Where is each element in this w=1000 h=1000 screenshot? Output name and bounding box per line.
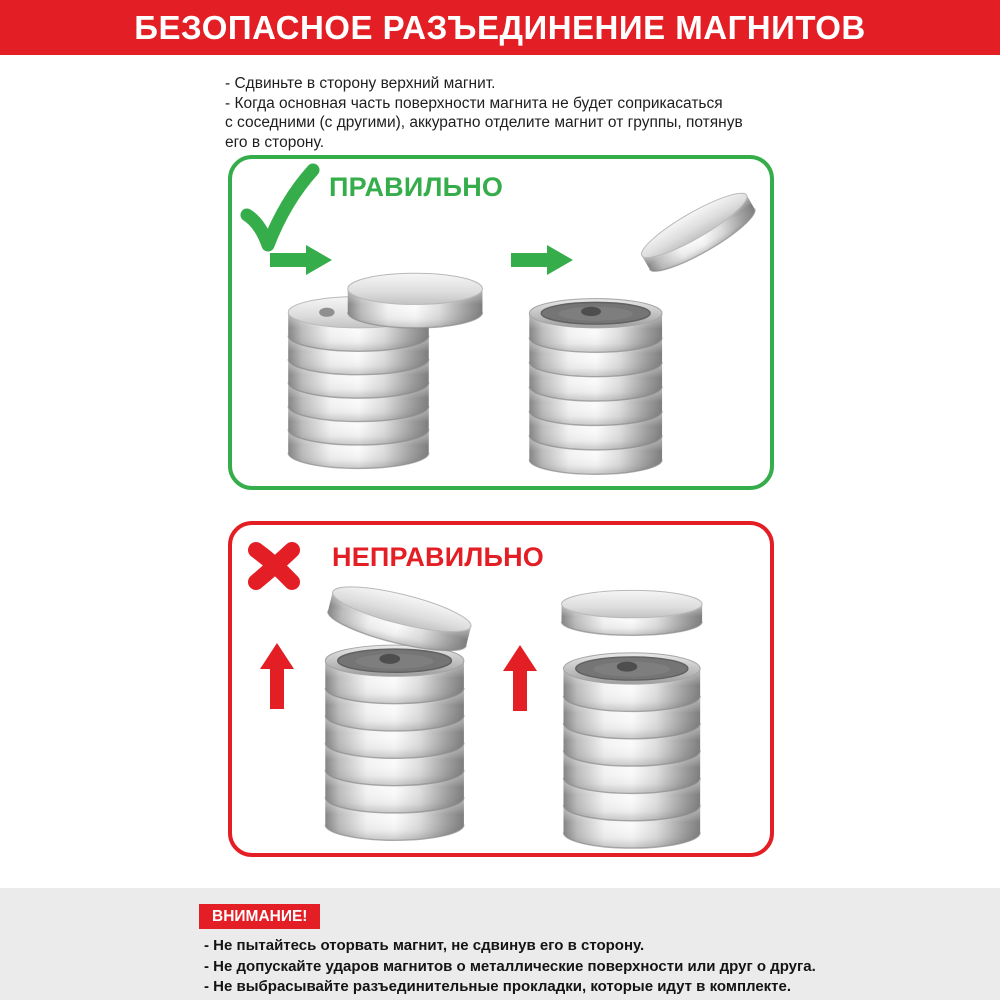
warning-badge: ВНИМАНИЕ! <box>199 904 320 929</box>
warning-footer <box>0 888 1000 1000</box>
arrow-up-icon <box>260 643 294 709</box>
wrong-panel-title: НЕПРАВИЛЬНО <box>332 542 545 572</box>
warning-list <box>204 936 816 998</box>
instruction-line: - Когда основная часть поверхности магнита не будет соприкасаться <box>225 94 723 112</box>
header-bar <box>0 0 1000 55</box>
x-icon <box>246 541 302 591</box>
correct-panel-title: ПРАВИЛЬНО <box>329 172 504 202</box>
instruction-line: его в сторону. <box>225 133 325 151</box>
instructions-text <box>225 74 743 152</box>
arrow-right-icon <box>511 245 573 275</box>
wrong-magnet-illustration <box>232 525 770 853</box>
warning-item: - Не выбрасывайте разъединительные прокладки, которые идут в комплекте. <box>204 978 792 995</box>
warning-item: - Не пытайтесь оторвать магнит, не сдвинув его в сторону. <box>204 937 645 954</box>
warning-item: - Не допускайте ударов магнитов о металлические поверхности или друг о друга. <box>204 957 816 975</box>
wrong-panel <box>228 521 774 857</box>
check-icon <box>238 163 320 253</box>
instruction-line: - Сдвиньте в сторону верхний магнит. <box>225 75 496 92</box>
instruction-line: с соседними (с другими), аккуратно отделите магнит от группы, потянув <box>225 114 743 131</box>
arrow-up-icon <box>503 645 537 711</box>
page-title: БЕЗОПАСНОЕ РАЗЪЕДИНЕНИЕ МАГНИТОВ <box>134 8 866 46</box>
correct-panel <box>228 155 774 490</box>
arrow-right-icon <box>270 245 332 275</box>
